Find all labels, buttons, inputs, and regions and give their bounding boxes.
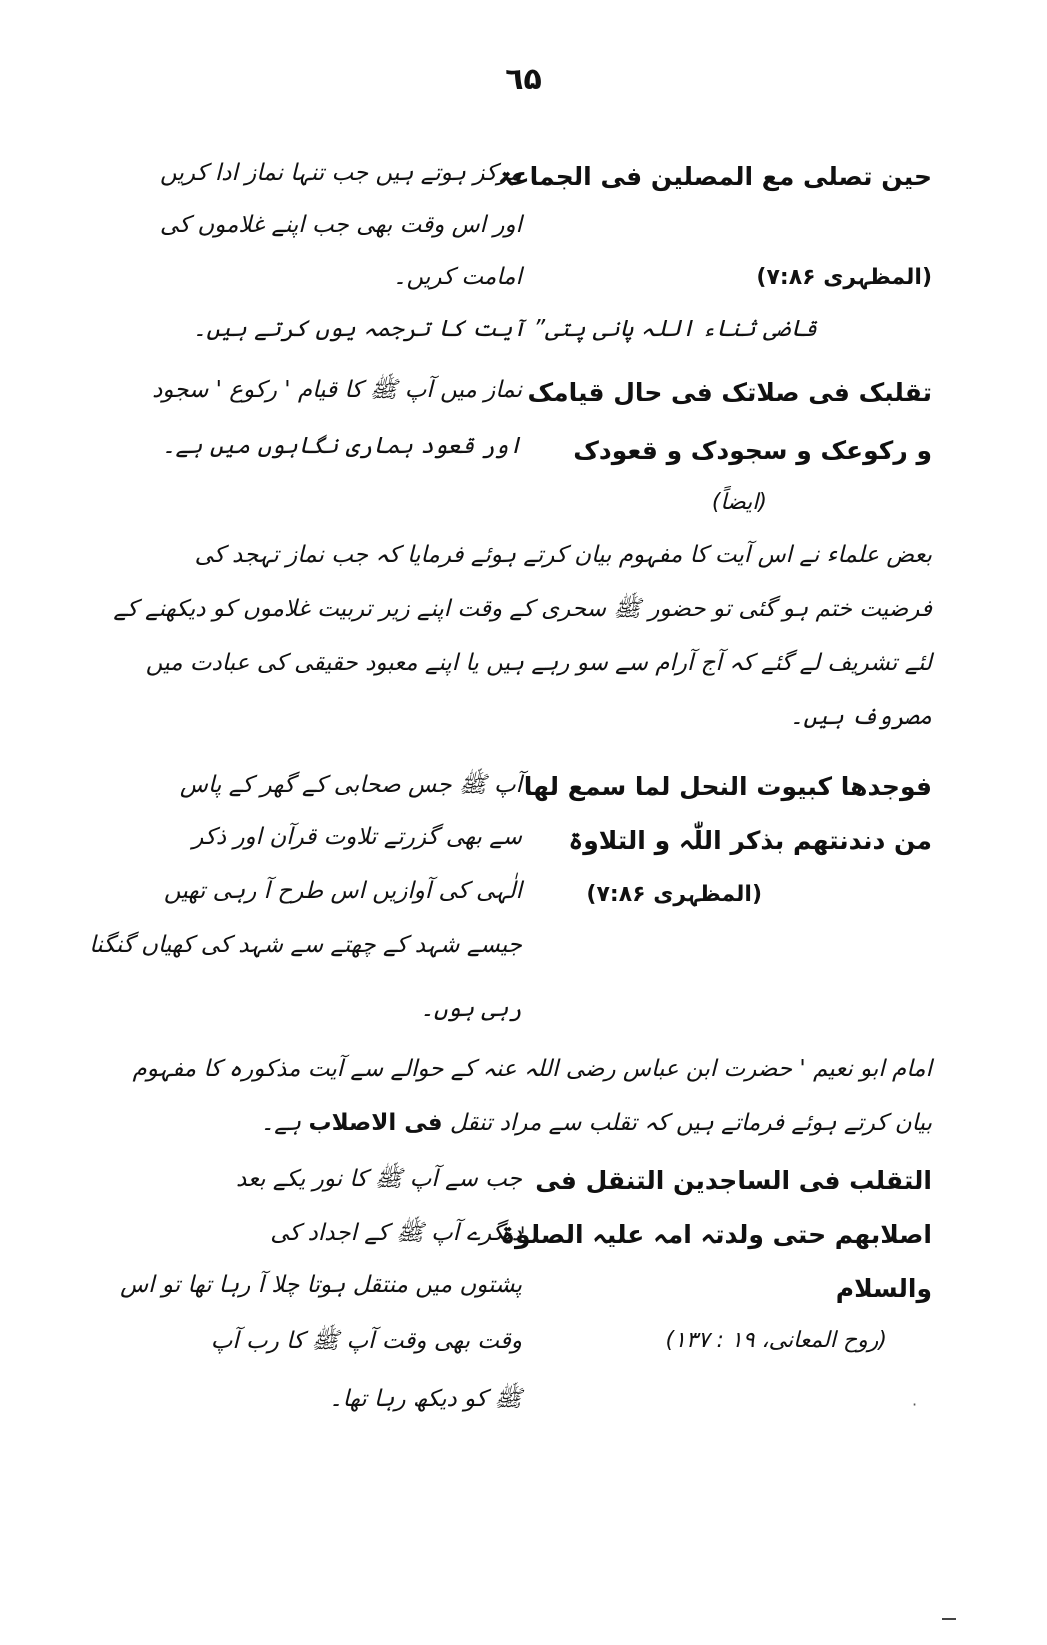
translation-4-line-5: ﷺ کو دیکھ رہا تھا۔	[329, 1386, 522, 1412]
translation-1-line-3: امامت کریں۔	[393, 264, 522, 290]
translation-2-line-1: نماز میں آپ ﷺ کا قیام ' رکوع ' سجود	[152, 377, 522, 403]
translation-3-line-3: الٰہی کی آوازیں اس طرح آ رہی تھیں	[163, 878, 522, 904]
translation-3-line-2: سے بھی گزرتے تلاوت قرآن اور ذکر	[192, 824, 522, 850]
arabic-verse-4-line-2: اصلابھم حتی ولدتہ امہ علیہ الصلوٰۃ	[500, 1220, 932, 1249]
translation-1-line-1: مرکز ہوتے ہیں جب تنہا نماز ادا کریں	[159, 160, 522, 186]
arabic-verse-3-line-2: من دندنتھم بذکر اللّٰہ و التلاوۃ	[568, 826, 932, 855]
reference-1: (المظہری ۷:۸۶)	[756, 265, 932, 290]
reference-2: (ایضاً)	[711, 490, 767, 515]
paragraph-1-line-2: فرضیت ختم ہو گئی تو حضور ﷺ سحری کے وقت اپنے زیر تربیت غلاموں کو دیکھنے کے	[113, 596, 932, 622]
translation-2-line-2: اور قعود ہماری نگاہوں میں ہے۔	[162, 433, 522, 459]
paragraph-1-line-3: لئے تشریف لے گئے کہ آج آرام سے سو رہے ہیں یا اپنے معبود حقیقی کی عبادت میں	[145, 650, 932, 676]
translation-4-line-1: جب سے آپ ﷺ کا نور یکے بعد	[235, 1166, 522, 1192]
paragraph-1-line-4: مصروف ہیں۔	[789, 704, 932, 730]
translation-3-line-1: آپ ﷺ جس صحابی کے گھر کے پاس	[179, 772, 522, 798]
translation-4-line-2: دیگرے آپ ﷺ کے اجداد کی	[270, 1220, 522, 1246]
translation-1-line-2: اور اس وقت بھی جب اپنے غلاموں کی	[159, 212, 522, 238]
paragraph-1	[113, 528, 932, 744]
arabic-verse-3-line-1: فوجدھا کبیوت النحل لما سمع لھا	[523, 772, 932, 801]
paragraph-2	[132, 1042, 932, 1150]
translation-3-line-5: رہی ہوں۔	[420, 996, 522, 1022]
qazi-intro-line: قاضی ثناء اللہ پانی پتی” آیت کا ترجمہ یوں کرتے ہیں۔	[192, 316, 817, 342]
translation-4-line-3: پشتوں میں منتقل ہوتا چلا آ رہا تھا تو اس	[120, 1272, 522, 1298]
paragraph-2-line-2-start: بیان کرتے ہوئے فرماتے ہیں کہ تقلب سے مراد تنقل	[442, 1110, 932, 1136]
arabic-verse-4-line-3: والسلام	[835, 1274, 932, 1303]
translation-3-line-4: جیسے شہد کے چھتے سے شہد کی کھیاں گنگنا	[89, 932, 522, 958]
paragraph-2-bold-term: فی الاصلاب	[308, 1110, 443, 1136]
arabic-verse-1: حین تصلی مع المصلین فی الجماعۃ	[497, 162, 932, 191]
page-number: ٦۵	[505, 62, 542, 97]
scan-mark	[942, 1618, 956, 1620]
paragraph-2-line-2	[152, 1096, 932, 1150]
paragraph-2-line-1: امام ابو نعیم ' حضرت ابن عباس رضی اللہ عنہ کے حوالے سے آیت مذکورہ کا مفہوم	[132, 1056, 932, 1082]
arabic-verse-4-line-1: التقلب فی الساجدین التنقل فی	[535, 1166, 932, 1195]
arabic-verse-2-line-2: و رکوعک و سجودک و قعودک	[573, 436, 932, 465]
reference-4: (روح المعانی، ۱۹ : ۱۳۷)	[665, 1328, 887, 1353]
reference-3: (المظہری ۷:۸۶)	[586, 882, 762, 907]
arabic-verse-2-line-1: تقلبک فی صلاتک فی حال قیامک	[527, 378, 932, 407]
translation-4-line-4: وقت بھی وقت آپ ﷺ کا رب آپ	[210, 1328, 522, 1354]
scan-speck: ·	[912, 1395, 918, 1414]
paragraph-1-line-1: بعض علماء نے اس آیت کا مفہوم بیان کرتے ہوئے فرمایا کہ جب نماز تہجد کی	[194, 542, 932, 568]
paragraph-2-line-2-end: ہے۔	[260, 1110, 309, 1136]
